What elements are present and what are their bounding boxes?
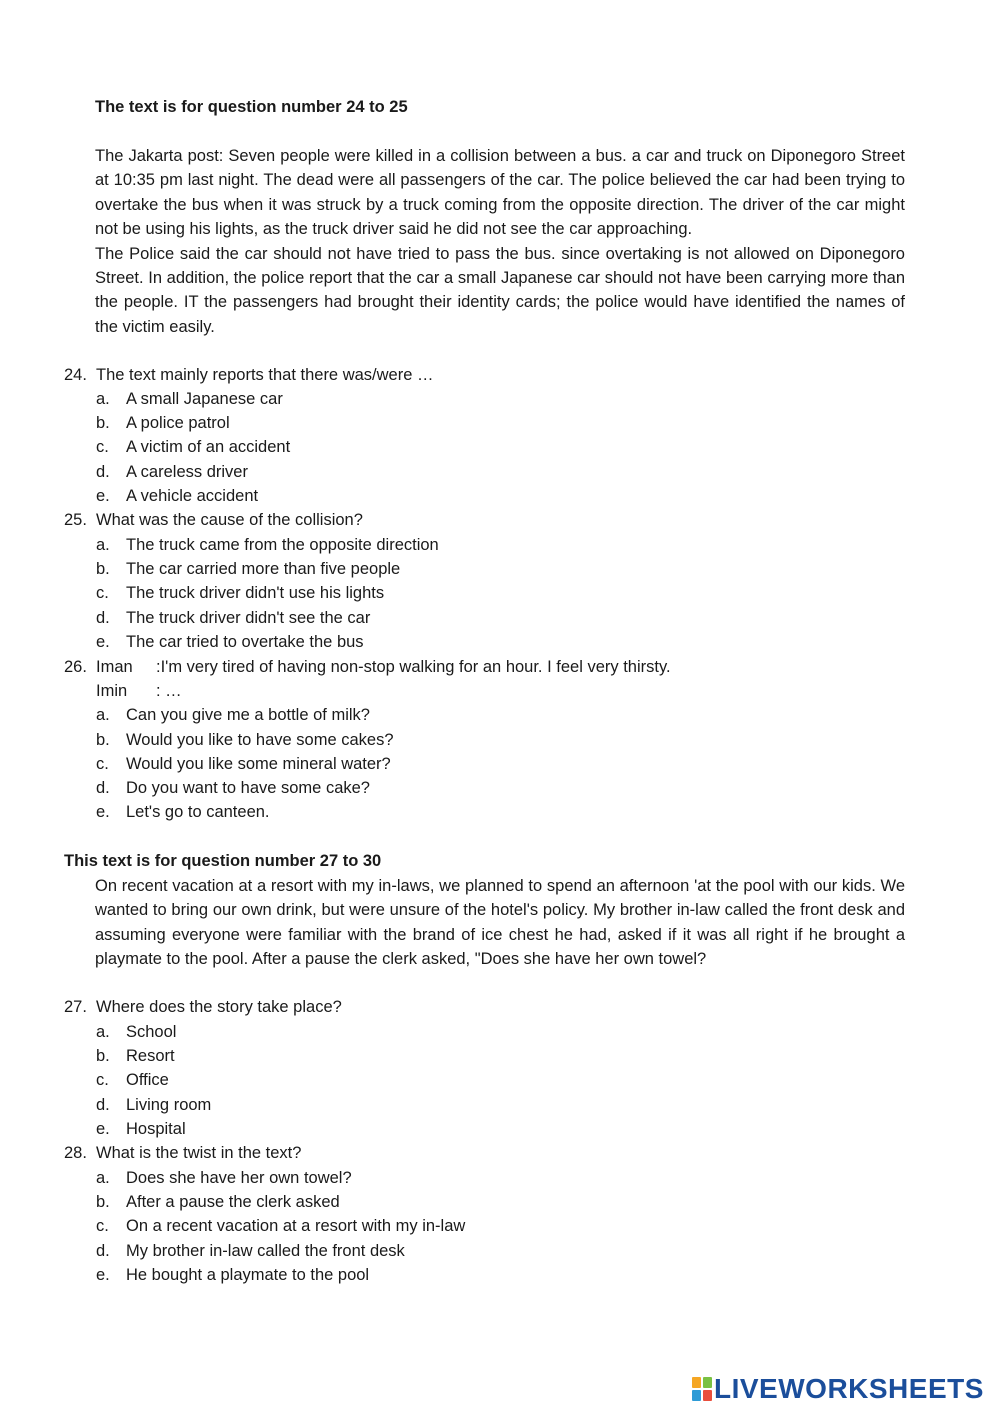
option-28d[interactable] [96,1239,405,1263]
reading-passage-jakarta-post [95,144,905,339]
passage-paragraph-2: The Police said the car should not have tried to pass the bus. since overtaking is not allowed on Diponegoro Street. In addition, the police report that the car a small Japanese car should not have been carrying more than the people. IT the passengers had brought their identity cards; the police would have identified the names of the victim easily. [95,244,905,336]
option-letter: e. [96,633,110,651]
question-number-25: 25. [64,511,87,529]
speaker-name: Iman [96,658,133,676]
option-text: After a pause the clerk asked [126,1193,340,1211]
option-text: A small Japanese car [126,390,283,408]
option-text: A victim of an accident [126,438,291,456]
option-28b[interactable] [96,1190,340,1214]
option-26c[interactable] [96,752,391,776]
dialogue-text: : … [156,682,182,700]
option-26b[interactable] [96,728,394,752]
speaker-name: Imin [96,682,128,700]
option-text: Hospital [126,1120,186,1138]
option-24e[interactable] [96,484,258,508]
option-letter: c. [96,584,109,602]
option-text: A vehicle accident [126,487,259,505]
option-text: Would you like to have some cakes? [126,731,394,749]
logo-square-icon [703,1377,712,1388]
question-number-24: 24. [64,366,87,384]
option-24a[interactable] [96,387,283,411]
option-text: Resort [126,1047,175,1065]
liveworksheets-logo[interactable] [692,1374,984,1404]
option-letter: e. [96,1120,110,1138]
option-26e[interactable] [96,800,270,824]
option-text: Does she have her own towel? [126,1169,352,1187]
option-28e[interactable] [96,1263,369,1287]
option-letter: e. [96,487,110,505]
option-text: Office [126,1071,169,1089]
question-number-26: 26. [64,658,87,676]
option-letter: c. [96,1071,109,1089]
option-letter: b. [96,1193,110,1211]
question-number-28: 28. [64,1144,87,1162]
option-text: The car carried more than five people [126,560,401,578]
option-letter: b. [96,1047,110,1065]
option-text: The truck came from the opposite direction [126,536,439,554]
option-25a[interactable] [96,533,439,557]
option-text: Can you give me a bottle of milk? [126,706,370,724]
section-heading-27-30: This text is for question number 27 to 30 [64,852,382,870]
option-letter: b. [96,731,110,749]
question-stem-27: Where does the story take place? [96,998,342,1016]
option-letter: d. [96,1242,110,1260]
logo-wordmark: LIVEWORKSHEETS [714,1373,984,1404]
logo-square-icon [692,1390,701,1401]
question-number-27: 27. [64,998,87,1016]
question-stem-28: What is the twist in the text? [96,1144,302,1162]
option-27c[interactable] [96,1068,169,1092]
option-text: A careless driver [126,463,248,481]
dialogue-line-2 [96,679,182,703]
option-letter: b. [96,560,110,578]
option-25c[interactable] [96,581,384,605]
option-letter: d. [96,779,110,797]
option-letter: a. [96,706,110,724]
option-text: Would you like some mineral water? [126,755,391,773]
option-28a[interactable] [96,1166,352,1190]
option-24c[interactable] [96,435,290,459]
liveworksheets-logo-icon [692,1377,712,1401]
logo-square-icon [692,1377,701,1388]
option-letter: c. [96,438,109,456]
option-text: A police patrol [126,414,230,432]
option-text: Do you want to have some cake? [126,779,370,797]
passage-paragraph-1: The Jakarta post: Seven people were killed in a collision between a bus. a car and truck on Diponegoro Street at 10:35 pm last night. The dead were all passengers of the car. The police believed the car had been trying to overtake the bus when it was struck by a truck coming from the opposite direction. The driver of the car might not be using his lights, as the truck driver said he did not see the car approaching. [95,147,905,239]
dialogue-text: :I'm very tired of having non-stop walking for an hour. I feel very thirsty. [156,658,671,676]
option-letter: a. [96,536,110,554]
question-stem-24: The text mainly reports that there was/were … [96,366,434,384]
option-26d[interactable] [96,776,370,800]
option-text: My brother in-law called the front desk [126,1242,405,1260]
option-25b[interactable] [96,557,400,581]
option-text: The car tried to overtake the bus [126,633,364,651]
option-25d[interactable] [96,606,370,630]
option-24b[interactable] [96,411,230,435]
option-text: On a recent vacation at a resort with my in-law [126,1217,466,1235]
option-26a[interactable] [96,703,370,727]
option-27b[interactable] [96,1044,175,1068]
option-text: School [126,1023,177,1041]
section-heading-24-25: The text is for question number 24 to 25 [95,98,408,116]
option-24d[interactable] [96,460,248,484]
option-letter: e. [96,803,110,821]
option-27e[interactable] [96,1117,186,1141]
question-stem-25: What was the cause of the collision? [96,511,363,529]
option-letter: a. [96,390,110,408]
option-letter: c. [96,755,109,773]
option-letter: a. [96,1169,110,1187]
option-text: Let's go to canteen. [126,803,270,821]
reading-passage-resort [95,874,905,972]
option-text: The truck driver didn't see the car [126,609,371,627]
option-27a[interactable] [96,1020,176,1044]
option-letter: b. [96,414,110,432]
option-text: The truck driver didn't use his lights [126,584,385,602]
passage-paragraph: On recent vacation at a resort with my in-laws, we planned to spend an afternoon 'at the pool with our kids. We wanted to bring our own drink, but were unsure of the hotel's policy. My brother in-law called the front desk and assuming everyone were familiar with the brand of ice chest he had, asked if it was all right if he brought a playmate to the pool. After a pause the clerk asked, "Does she have her own towel? [95,877,905,969]
option-letter: e. [96,1266,110,1284]
dialogue-line-1 [96,655,671,679]
option-letter: d. [96,1096,110,1114]
option-27d[interactable] [96,1093,211,1117]
option-28c[interactable] [96,1214,465,1238]
option-letter: d. [96,463,110,481]
option-text: He bought a playmate to the pool [126,1266,370,1284]
option-text: Living room [126,1096,212,1114]
option-letter: d. [96,609,110,627]
option-letter: a. [96,1023,110,1041]
logo-square-icon [703,1390,712,1401]
option-letter: c. [96,1217,109,1235]
option-25e[interactable] [96,630,364,654]
